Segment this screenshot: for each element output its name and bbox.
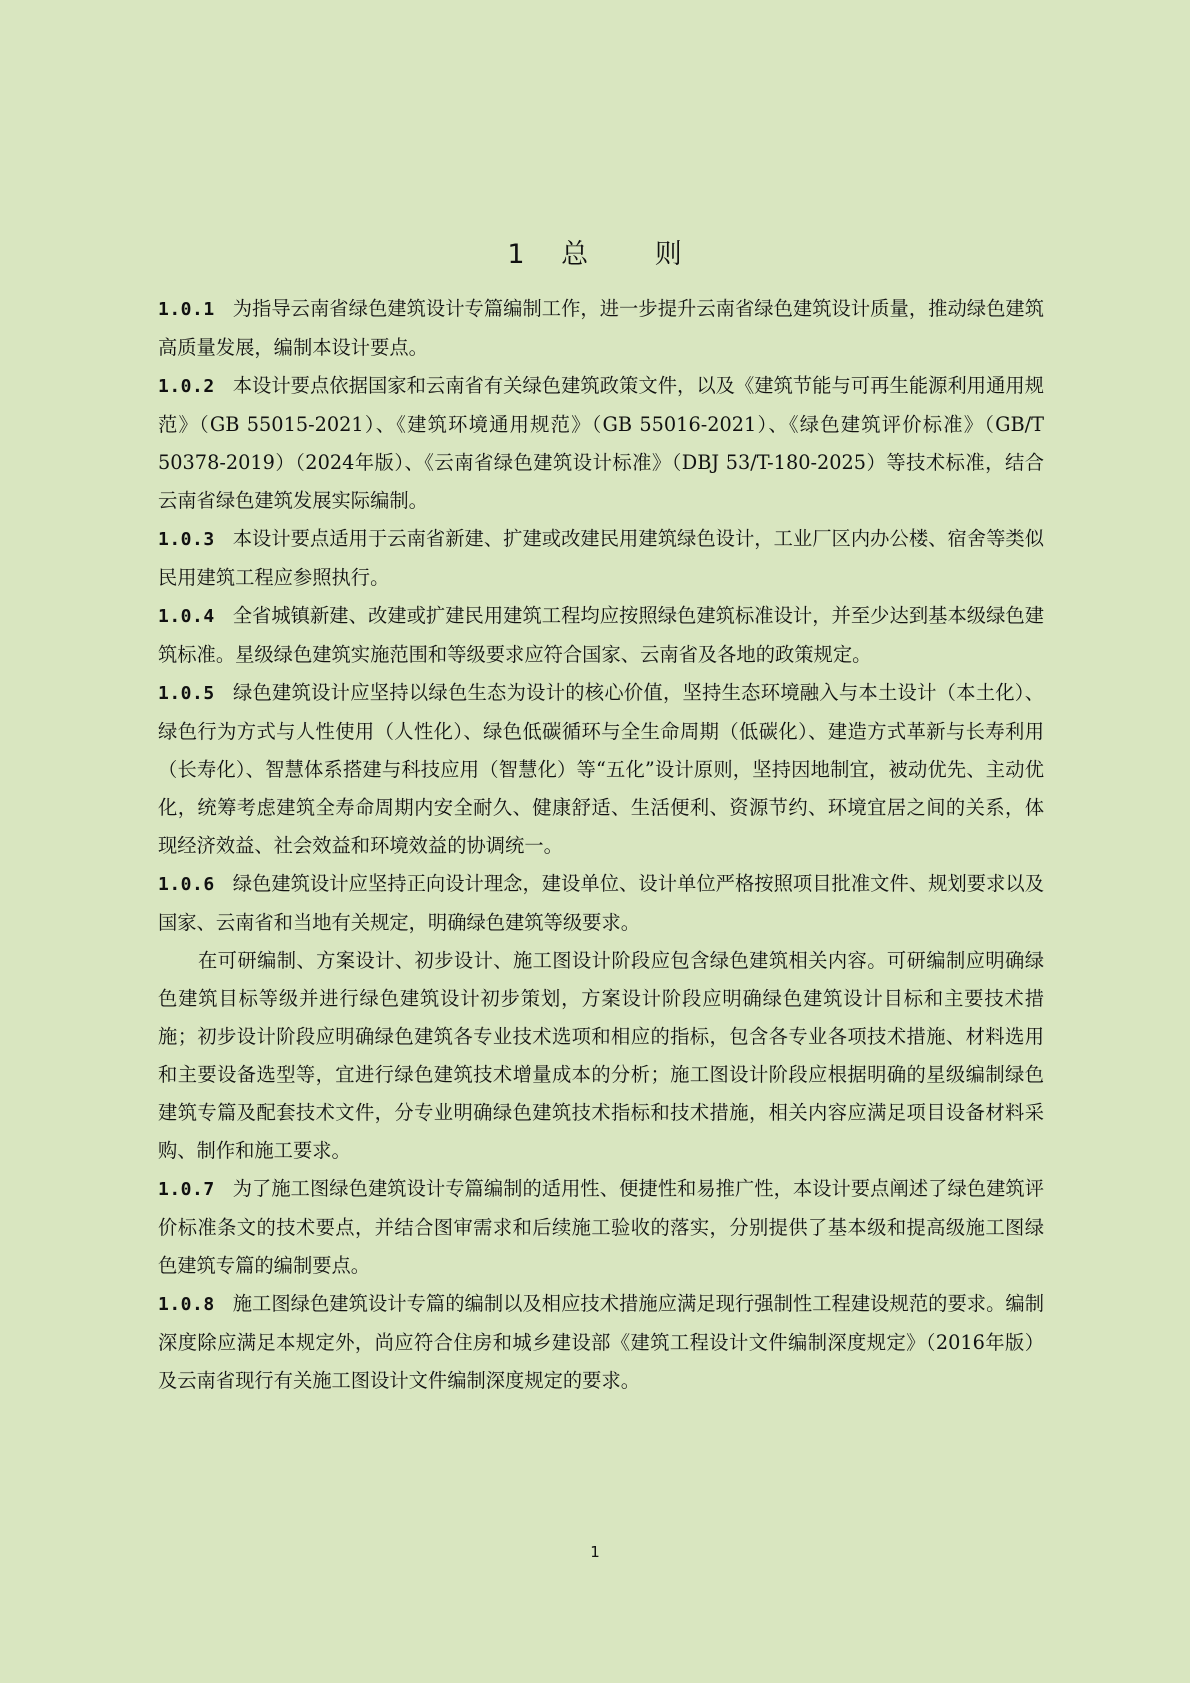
- clause-text: 绿色建筑设计应坚持正向设计理念，建设单位、设计单位严格按照项目批准文件、规划要求以及国家、云南省和当地有关规定，明确绿色建筑等级要求。: [158, 872, 1044, 934]
- clause-text: 为指导云南省绿色建筑设计专篇编制工作，进一步提升云南省绿色建筑设计质量，推动绿色建筑高质量发展，编制本设计要点。: [158, 297, 1044, 359]
- clause-1-0-6-continuation: [158, 942, 1044, 1170]
- clause-text: 本设计要点依据国家和云南省有关绿色建筑政策文件，以及《建筑节能与可再生能源利用通用规范》（GB 55015-2021）、《建筑环境通用规范》（GB 55016-2021）、《绿色建筑评价标准》（GB/T 50378-2019）（2024年版）、《云南省绿色建筑设计标准》（DBJ 53/T-180-2025）等技术标准，结合云南省绿色建筑发展实际编制。: [158, 374, 1044, 512]
- clause-text: 本设计要点适用于云南省新建、扩建或改建民用建筑绿色设计，工业厂区内办公楼、宿舍等类似民用建筑工程应参照执行。: [158, 527, 1044, 589]
- clause-number: 1.0.1: [158, 299, 215, 320]
- clause-1-0-5: [158, 674, 1044, 865]
- clause-number: 1.0.8: [158, 1294, 215, 1315]
- chapter-number: 1: [507, 239, 526, 270]
- clause-number: 1.0.3: [158, 529, 215, 550]
- clause-text: 全省城镇新建、改建或扩建民用建筑工程均应按照绿色建筑标准设计，并至少达到基本级绿色建筑标准。星级绿色建筑实施范围和等级要求应符合国家、云南省及各地的政策规定。: [158, 604, 1044, 666]
- chapter-title-char-1: 总: [561, 239, 590, 270]
- clause-text: 为了施工图绿色建筑设计专篇编制的适用性、便捷性和易推广性，本设计要点阐述了绿色建筑评价标准条文的技术要点，并结合图审需求和后续施工验收的落实，分别提供了基本级和提高级施工图绿色建筑专篇的编制要点。: [158, 1177, 1044, 1277]
- clause-number: 1.0.5: [158, 683, 215, 704]
- clause-1-0-4: [158, 597, 1044, 674]
- clause-text: 施工图绿色建筑设计专篇的编制以及相应技术措施应满足现行强制性工程建设规范的要求。编制深度除应满足本规定外，尚应符合住房和城乡建设部《建筑工程设计文件编制深度规定》（2016年版）及云南省现行有关施工图设计文件编制深度规定的要求。: [158, 1292, 1044, 1392]
- clause-number: 1.0.6: [158, 874, 215, 895]
- clause-1-0-1: [158, 290, 1044, 367]
- page-number: 1: [590, 1543, 600, 1561]
- clause-1-0-2: [158, 367, 1044, 520]
- clause-number: 1.0.2: [158, 376, 215, 397]
- chapter-title: [0, 232, 1190, 271]
- clause-1-0-3: [158, 520, 1044, 597]
- clause-text: 绿色建筑设计应坚持以绿色生态为设计的核心价值，坚持生态环境融入与本土设计（本土化）、绿色行为方式与人性使用（人性化）、绿色低碳循环与全生命周期（低碳化）、建造方式革新与长寿利用（长寿化）、智慧体系搭建与科技应用（智慧化）等“五化”设计原则，坚持因地制宜，被动优先、主动优化，统筹考虑建筑全寿命周期内安全耐久、健康舒适、生活便利、资源节约、环境宜居之间的关系，体现经济效益、社会效益和环境效益的协调统一。: [158, 681, 1044, 857]
- clause-number: 1.0.4: [158, 606, 215, 627]
- clause-text: 在可研编制、方案设计、初步设计、施工图设计阶段应包含绿色建筑相关内容。可研编制应明确绿色建筑目标等级并进行绿色建筑设计初步策划，方案设计阶段应明确绿色建筑设计目标和主要技术措施；初步设计阶段应明确绿色建筑各专业技术选项和相应的指标，包含各专业各项技术措施、材料选用和主要设备选型等，宜进行绿色建筑技术增量成本的分析；施工图设计阶段应根据明确的星级编制绿色建筑专篇及配套技术文件，分专业明确绿色建筑技术指标和技术措施，相关内容应满足项目设备材料采购、制作和施工要求。: [158, 949, 1044, 1162]
- clause-1-0-7: [158, 1170, 1044, 1285]
- chapter-body: [158, 290, 1044, 1400]
- clause-1-0-8: [158, 1285, 1044, 1400]
- clause-number: 1.0.7: [158, 1179, 215, 1200]
- clause-1-0-6: [158, 865, 1044, 942]
- chapter-title-char-2: 则: [654, 239, 683, 270]
